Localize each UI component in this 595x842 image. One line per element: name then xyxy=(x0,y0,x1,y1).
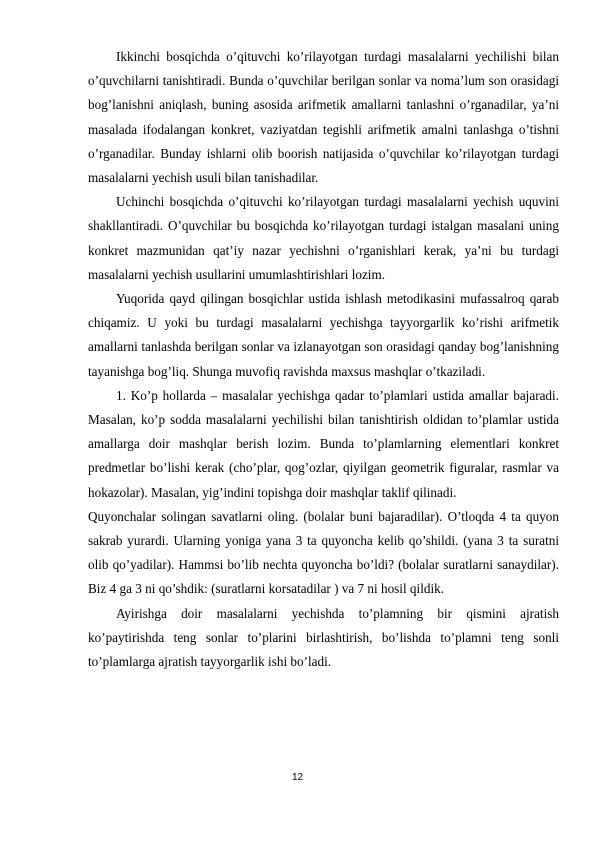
paragraph-stage-two: Ikkinchi bosqichda o’qituvchi ko’rilayotgan turdagi masalalarni yechilishi bilan o’quvchilarni tanishtiradi. Bunda o’quvchilar berilgan sonlar va noma’lum son orasidagi bog’lanishni aniqlash, buning asosida arifmetik amallarni tanlashni o’rganadilar, ya’ni masalada ifodalangan konkret, vaziyatdan tegishli arifmetik amalni tanlashga o’tishni o’rganadilar. Bunday ishlarni olib boorish natijasida o’quvchilar ko’rilayotgan turdagi masalalarni yechish usuli bilan tanishadilar. xyxy=(88,49,559,186)
paragraph-subtraction: Ayirishga doir masalalarni yechishda to’plamning bir qismini ajratish ko’paytirishda teng sonlar to’plarini birlashtirish, bo’lishda to’plamni teng sonli to’plamlarga ajratish tayyorgarlik ishi bo’ladi. xyxy=(88,605,559,670)
paragraph-stage-three: Uchinchi bosqichda o’qituvchi ko’rilayotgan turdagi masalalarni yechish uquvini shakllantiradi. O’quvchilar bu bosqichda ko’rilayotgan turdagi istalgan masalani uning konkret mazmunidan qat’iy nazar yechishni o’rganishlari kerak, ya’ni bu turdagi masalalarni yechish usullarini umumlashtirishlari lozim. xyxy=(88,194,559,282)
body-text xyxy=(88,45,559,674)
page-number: 12 xyxy=(291,772,304,783)
paragraph-methodology: Yuqorida qayd qilingan bosqichlar ustida ishlash metodikasini mufassalroq qarab chiqamiz. U yoki bu turdagi masalalarni yechishga tayyorgarlik ko’rishi arifmetik amallarni tanlashda berilgan sonlar va izlanayotgan son orasidagi qanday bog’lanishning tayanishga bog’liq. Shunga muvofiq ravishda maxsus mashqlar o’tkaziladi. xyxy=(88,291,559,379)
paragraph-item-one: 1. Ko’p hollarda – masalalar yechishga qadar to’plamlari ustida amallar bajaradi. Masalan, ko’p sodda masalalarni yechilishi bilan tanishtirish oldidan to’plamlar ustida amallarga doir mashqlar berish lozim. Bunda to’plamlarning elementlari konkret predmetlar bo’lishi kerak (cho’plar, qog’ozlar, qiyilgan geometrik figuralar, rasmlar va hokazolar). Masalan, yig’indini topishga doir mashqlar taklif qilinadi. xyxy=(88,387,559,500)
paragraph-rabbits-example: Quyonchalar solingan savatlarni oling. (bolalar buni bajaradilar). O’tloqda 4 ta quyon sakrab yurardi. Ularning yoniga yana 3 ta quyoncha kelib qo’shildi. (yana 3 ta suratni olib qo’yadilar). Hammsi bo’lib nechta quyoncha bo’ldi? (bolalar suratlarni sanaydilar). Biz 4 ga 3 ni qo’shdik: (suratlarni korsatadilar ) va 7 ni hosil qildik. xyxy=(88,508,559,597)
